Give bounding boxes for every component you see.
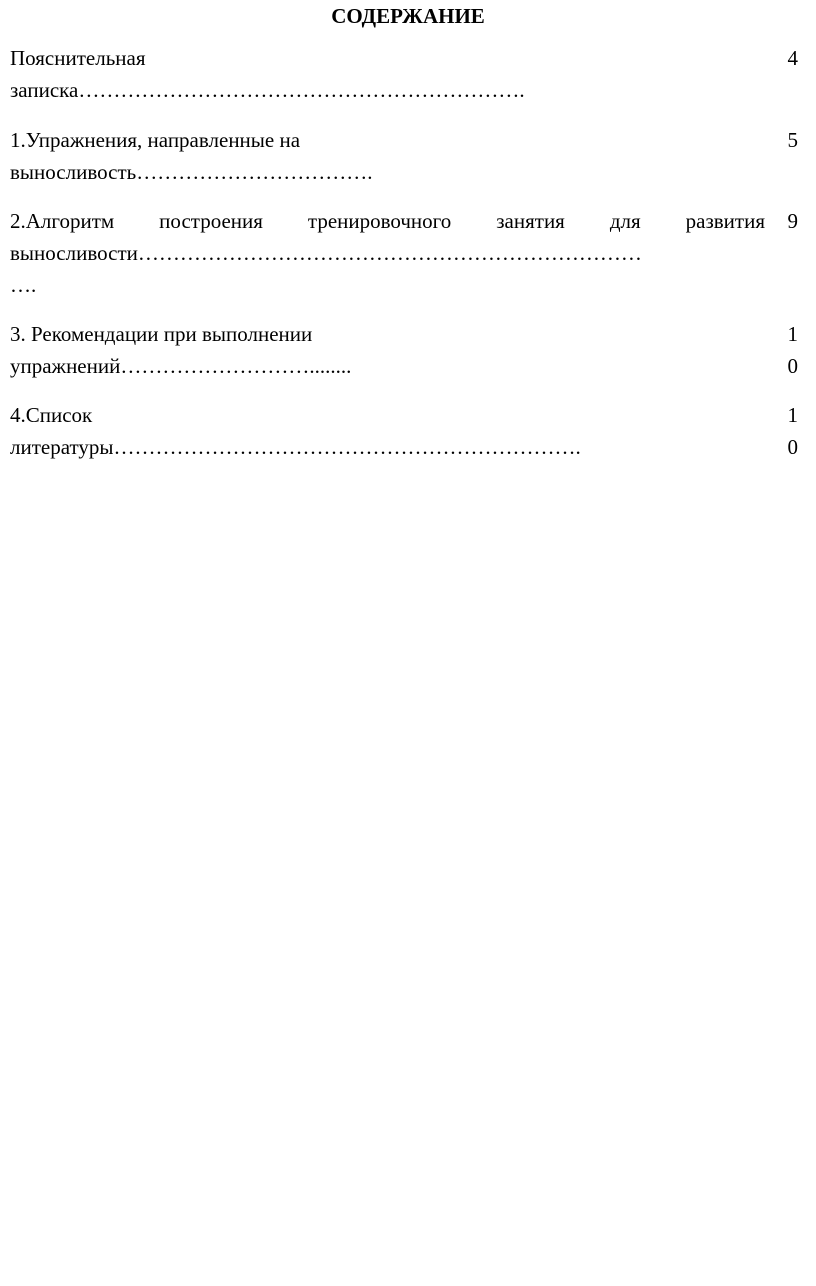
toc-entry-text: [10, 42, 765, 106]
toc-page-digit: 4: [787, 46, 798, 70]
toc-entry-text-line: 2.Алгоритм построения тренировочного занятия для развития: [10, 209, 765, 233]
toc-page-digit: 0: [787, 435, 798, 459]
toc-entry-page-number: [774, 42, 798, 74]
toc-entry-text-line: записка……………………………………………………….: [10, 78, 525, 102]
toc-page-digit: 1: [787, 403, 798, 427]
toc-entry-text: [10, 124, 765, 188]
toc-entry-text: [10, 399, 765, 463]
toc-entry-text-line: литературы………………………………………………………….: [10, 435, 581, 459]
toc-entry-text-line: выносливость…………………………….: [10, 160, 373, 184]
toc-entry-text-line: 4.Список: [10, 403, 93, 427]
toc-page-digit: 0: [787, 354, 798, 378]
toc-page-digit: 1: [787, 322, 798, 346]
toc-entry-text-line: 3. Рекомендации при выполнении: [10, 322, 313, 346]
toc-page-digit: 5: [787, 128, 798, 152]
toc-entry-text-line: упражнений………………………........: [10, 354, 352, 378]
toc-entry-text-line: выносливости………………………………………………………………: [10, 241, 642, 265]
toc-entry-page-number: [774, 205, 798, 237]
toc-entry-page-number: [774, 318, 798, 382]
toc-entry-text-line: ….: [10, 273, 37, 297]
toc-entry-text: [10, 205, 765, 301]
toc-page-digit: 9: [787, 209, 798, 233]
toc-entry-page-number: [774, 399, 798, 463]
toc-entry-text-line: 1.Упражнения, направленные на: [10, 128, 301, 152]
toc-title: СОДЕРЖАНИЕ: [331, 4, 485, 28]
toc-entry-text-line: Пояснительная: [10, 46, 146, 70]
toc-entry-text: [10, 318, 765, 382]
toc-entry-page-number: [774, 124, 798, 156]
